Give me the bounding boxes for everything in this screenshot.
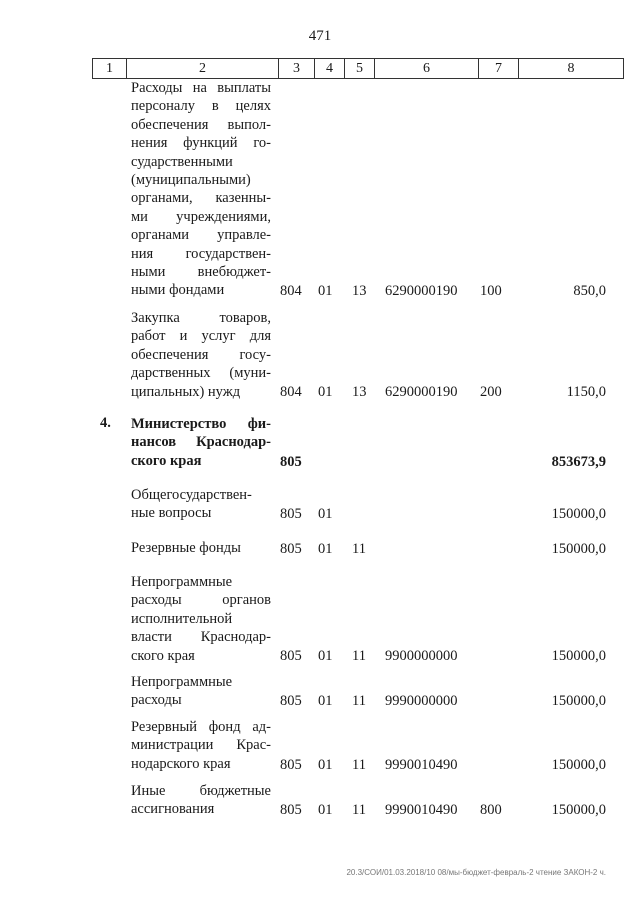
header-col-7: 7 xyxy=(478,59,518,78)
description-line: ния государствен- xyxy=(131,245,271,262)
amount: 150000,0 xyxy=(551,692,606,709)
chapter-code: 805 xyxy=(280,692,302,709)
row-description xyxy=(131,782,271,819)
row-description xyxy=(131,718,271,773)
section-code: 01 xyxy=(318,540,333,557)
target-article-code: 9990010490 xyxy=(385,801,458,818)
description-line: обеспечения госу- xyxy=(131,346,271,363)
amount: 150000,0 xyxy=(551,801,606,818)
description-line: исполнительной xyxy=(131,610,233,627)
description-line: Резервные фонды xyxy=(131,540,241,556)
description-line: ными внебюджет- xyxy=(131,264,271,281)
description-line: Общегосударствен- xyxy=(131,487,252,503)
header-col-6: 6 xyxy=(374,59,478,78)
target-article-code: 9900000000 xyxy=(385,647,458,664)
section-code: 01 xyxy=(318,756,333,773)
description-line: органами управле- xyxy=(131,227,271,244)
page-number: 471 xyxy=(308,28,332,44)
row-number: 4. xyxy=(100,415,111,431)
chapter-code: 805 xyxy=(280,453,302,470)
target-article-code: 6290000190 xyxy=(385,282,458,299)
amount: 150000,0 xyxy=(551,540,606,557)
row-description xyxy=(131,486,271,523)
subsection-code: 11 xyxy=(352,647,366,664)
subsection-code: 13 xyxy=(352,282,367,299)
section-code: 01 xyxy=(318,801,333,818)
description-line: Расходы на выплаты xyxy=(131,80,271,96)
chapter-code: 804 xyxy=(280,383,302,400)
description-line: Министерство фи- xyxy=(131,416,271,432)
description-line: дарственных (муни- xyxy=(131,365,271,382)
subsection-code: 11 xyxy=(352,756,366,773)
description-line: нодарского края xyxy=(131,755,231,772)
section-code: 01 xyxy=(318,647,333,664)
table-row xyxy=(0,782,640,819)
row-description xyxy=(131,573,271,665)
table-header xyxy=(92,58,624,79)
target-article-code: 9990010490 xyxy=(385,756,458,773)
header-col-5: 5 xyxy=(344,59,374,78)
amount: 150000,0 xyxy=(551,647,606,664)
chapter-code: 805 xyxy=(280,756,302,773)
expense-type-code: 100 xyxy=(480,282,502,299)
description-line: ского края xyxy=(131,647,195,664)
amount: 150000,0 xyxy=(551,505,606,522)
description-line: сударственными xyxy=(131,153,233,170)
section-code: 01 xyxy=(318,692,333,709)
table-row xyxy=(0,539,640,558)
description-line: расходы xyxy=(131,692,182,709)
subsection-code: 11 xyxy=(352,692,366,709)
description-line: ципальных) нужд xyxy=(131,383,241,400)
target-article-code: 6290000190 xyxy=(385,383,458,400)
expense-type-code: 200 xyxy=(480,383,502,400)
amount: 1150,0 xyxy=(566,383,606,400)
description-line: Закупка товаров, xyxy=(131,310,271,326)
description-line: ные вопросы xyxy=(131,505,212,522)
document-footer: 20.3/СОИ/01.03.2018/10 08/мы-бюджет-февраль-2 чтение ЗАКОН-2 ч. xyxy=(346,868,606,877)
amount: 853673,9 xyxy=(551,453,606,470)
subsection-code: 11 xyxy=(352,540,366,557)
description-line: Резервный фонд ад- xyxy=(131,719,271,735)
chapter-code: 805 xyxy=(280,505,302,522)
table-row xyxy=(0,718,640,774)
row-description xyxy=(131,309,271,401)
table-row xyxy=(0,79,640,300)
description-line: Непрограммные xyxy=(131,574,233,590)
expense-type-code: 800 xyxy=(480,801,502,818)
description-line: работ и услуг для xyxy=(131,328,271,345)
description-line: нансов Краснодар- xyxy=(131,434,271,451)
description-line: (муниципальными) xyxy=(131,172,251,189)
row-description xyxy=(131,79,271,300)
subsection-code: 13 xyxy=(352,383,367,400)
table-row-ministry xyxy=(0,415,640,471)
description-line: власти Краснодар- xyxy=(131,629,271,646)
description-line: Непрограммные xyxy=(131,674,233,690)
chapter-code: 805 xyxy=(280,647,302,664)
description-line: Иные бюджетные xyxy=(131,783,271,799)
amount: 150000,0 xyxy=(551,756,606,773)
description-line: ными фондами xyxy=(131,282,225,299)
header-col-4: 4 xyxy=(314,59,344,78)
chapter-code: 805 xyxy=(280,540,302,557)
section-code: 01 xyxy=(318,505,333,522)
description-line: министрации Крас- xyxy=(131,737,271,754)
description-line: нения функций го- xyxy=(131,135,271,152)
table-row xyxy=(0,486,640,523)
chapter-code: 804 xyxy=(280,282,302,299)
chapter-code: 805 xyxy=(280,801,302,818)
header-col-3: 3 xyxy=(278,59,314,78)
table-row xyxy=(0,309,640,401)
description-line: обеспечения выпол- xyxy=(131,116,271,133)
description-line: расходы органов xyxy=(131,592,271,609)
description-line: ассигнования xyxy=(131,801,215,818)
header-col-1: 1 xyxy=(92,59,126,78)
row-description xyxy=(131,415,271,470)
description-line: персоналу в целях xyxy=(131,98,271,115)
table-row xyxy=(0,573,640,665)
description-line: ми учреждениями, xyxy=(131,208,271,225)
table-row xyxy=(0,673,640,710)
section-code: 01 xyxy=(318,383,333,400)
row-description xyxy=(131,539,271,557)
description-line: ского края xyxy=(131,452,202,469)
description-line: органами, казенны- xyxy=(131,190,271,207)
header-col-8: 8 xyxy=(518,59,624,78)
header-col-2: 2 xyxy=(126,59,278,78)
row-description xyxy=(131,673,271,710)
section-code: 01 xyxy=(318,282,333,299)
subsection-code: 11 xyxy=(352,801,366,818)
target-article-code: 9990000000 xyxy=(385,692,458,709)
amount: 850,0 xyxy=(573,282,606,299)
